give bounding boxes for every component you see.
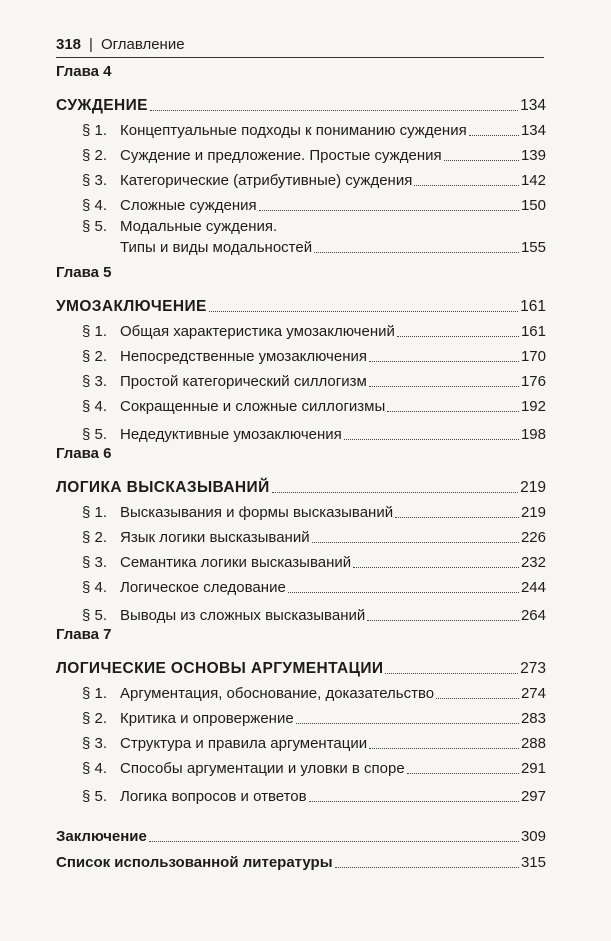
section-page: 150 xyxy=(520,197,546,214)
section-page: 288 xyxy=(520,735,546,752)
section-number: § 1. xyxy=(82,685,108,702)
section-row[interactable] xyxy=(56,316,546,341)
chapter-4 xyxy=(56,62,546,257)
dot-leader xyxy=(272,492,519,493)
chapter-5 xyxy=(56,263,546,444)
section-row[interactable] xyxy=(56,165,546,190)
section-row[interactable] xyxy=(56,728,546,753)
section-page: 264 xyxy=(520,607,546,624)
dot-leader xyxy=(469,135,519,136)
section-number: § 2. xyxy=(82,348,108,365)
dot-leader xyxy=(288,592,519,593)
chapter-page: 219 xyxy=(520,479,546,496)
section-row[interactable] xyxy=(56,572,546,597)
section-row[interactable] xyxy=(56,547,546,572)
section-page: 155 xyxy=(520,239,546,256)
section-number: § 5. xyxy=(82,426,108,443)
section-number: § 2. xyxy=(82,147,108,164)
section-row[interactable] xyxy=(56,778,546,806)
section-title: Типы и виды модальностей xyxy=(120,239,313,256)
section-title: Недедуктивные умозаключения xyxy=(120,426,342,443)
section-page: 176 xyxy=(520,373,546,390)
section-page: 291 xyxy=(520,760,546,777)
section-number: § 5. xyxy=(82,607,108,624)
section-number: § 5. xyxy=(82,218,108,235)
section-page: 170 xyxy=(520,348,546,365)
dot-leader xyxy=(407,773,519,774)
section-number: § 3. xyxy=(82,735,108,752)
dot-leader xyxy=(387,411,519,412)
chapter-page: 273 xyxy=(520,660,546,677)
section-title: Простой категорический силлогизм xyxy=(120,373,367,390)
section-number: § 2. xyxy=(82,529,108,546)
section-title: Сокращенные и сложные силлогизмы xyxy=(120,398,386,415)
section-page: 244 xyxy=(520,579,546,596)
bibliography-row[interactable] xyxy=(56,846,546,872)
section-number: § 1. xyxy=(82,122,108,139)
section-number: § 4. xyxy=(82,197,108,214)
chapter-7 xyxy=(56,625,546,806)
dot-leader xyxy=(314,252,519,253)
running-header xyxy=(56,36,544,58)
section-title: Аргументация, обоснование, доказательство xyxy=(120,685,435,702)
chapter-title-row[interactable] xyxy=(56,282,546,316)
section-row[interactable] xyxy=(56,497,546,522)
chapter-label: Глава 6 xyxy=(56,445,112,462)
dot-leader xyxy=(436,698,519,699)
section-page: 283 xyxy=(520,710,546,727)
table-of-contents xyxy=(56,62,546,872)
section-row-multiline[interactable] xyxy=(56,217,546,257)
section-row[interactable] xyxy=(56,597,546,625)
section-page: 142 xyxy=(520,172,546,189)
section-row[interactable] xyxy=(56,366,546,391)
section-title: Семантика логики высказываний xyxy=(120,554,352,571)
dot-leader xyxy=(353,567,519,568)
section-title: Концептуальные подходы к пониманию суждения xyxy=(120,122,467,139)
chapter-label: Глава 4 xyxy=(56,63,112,80)
page-number: 318 xyxy=(56,36,82,53)
section-row[interactable] xyxy=(56,140,546,165)
section-title: Способы аргументации и уловки в споре xyxy=(120,760,405,777)
section-row[interactable] xyxy=(56,416,546,444)
chapter-page: 134 xyxy=(520,97,546,114)
section-title: Выводы из сложных высказываний xyxy=(120,607,366,624)
section-title: Критика и опровержение xyxy=(120,710,294,727)
section-number: § 3. xyxy=(82,172,108,189)
dot-leader xyxy=(369,748,519,749)
chapter-title: ЛОГИЧЕСКИЕ ОСНОВЫ АРГУМЕНТАЦИИ xyxy=(56,660,384,677)
section-row[interactable] xyxy=(56,190,546,215)
section-number: § 1. xyxy=(82,504,108,521)
dot-leader xyxy=(312,542,519,543)
dot-leader xyxy=(335,867,519,868)
dot-leader xyxy=(344,439,519,440)
chapter-6 xyxy=(56,444,546,625)
section-page: 139 xyxy=(520,147,546,164)
section-page: 161 xyxy=(520,323,546,340)
section-title-line1: Модальные суждения. xyxy=(120,218,278,235)
section-page: 226 xyxy=(520,529,546,546)
conclusion-row[interactable] xyxy=(56,806,546,846)
chapter-title: УМОЗАКЛЮЧЕНИЕ xyxy=(56,298,207,315)
dot-leader xyxy=(309,801,519,802)
dot-leader xyxy=(414,185,519,186)
section-number: § 5. xyxy=(82,788,108,805)
chapter-label: Глава 5 xyxy=(56,264,112,281)
chapter-title-row[interactable] xyxy=(56,463,546,497)
dot-leader xyxy=(397,336,519,337)
conclusion-page: 309 xyxy=(520,828,546,845)
section-row[interactable] xyxy=(56,703,546,728)
section-title: Язык логики высказываний xyxy=(120,529,310,546)
chapter-title-row[interactable] xyxy=(56,81,546,115)
chapter-title: ЛОГИКА ВЫСКАЗЫВАНИЙ xyxy=(56,479,270,496)
dot-leader xyxy=(385,673,518,674)
dot-leader xyxy=(259,210,519,211)
section-title: Суждение и предложение. Простые суждения xyxy=(120,147,442,164)
section-number: § 3. xyxy=(82,554,108,571)
section-title: Структура и правила аргументации xyxy=(120,735,368,752)
bibliography-title: Список использованной литературы xyxy=(56,854,333,871)
section-title: Высказывания и формы высказываний xyxy=(120,504,394,521)
section-page: 297 xyxy=(520,788,546,805)
dot-leader xyxy=(296,723,519,724)
section-number: § 3. xyxy=(82,373,108,390)
chapter-page: 161 xyxy=(520,298,546,315)
section-row[interactable] xyxy=(56,678,546,703)
section-row[interactable] xyxy=(56,341,546,366)
section-number: § 4. xyxy=(82,760,108,777)
section-page: 232 xyxy=(520,554,546,571)
section-title: Категорические (атрибутивные) суждения xyxy=(120,172,413,189)
section-number: § 1. xyxy=(82,323,108,340)
section-title: Общая характеристика умозаключений xyxy=(120,323,395,340)
dot-leader xyxy=(369,386,519,387)
running-title: Оглавление xyxy=(100,36,185,53)
section-number: § 4. xyxy=(82,398,108,415)
dot-leader xyxy=(209,311,518,312)
section-row[interactable] xyxy=(56,753,546,778)
dot-leader xyxy=(149,841,519,842)
chapter-label: Глава 7 xyxy=(56,626,112,643)
dot-leader xyxy=(367,620,519,621)
section-title: Сложные суждения xyxy=(120,197,257,214)
conclusion-title: Заключение xyxy=(56,828,147,845)
section-row[interactable] xyxy=(56,522,546,547)
section-title: Непосредственные умозаключения xyxy=(120,348,368,365)
chapter-title: СУЖДЕНИЕ xyxy=(56,97,148,114)
dot-leader xyxy=(150,110,518,111)
section-row[interactable] xyxy=(56,115,546,140)
bibliography-page: 315 xyxy=(520,854,546,871)
section-page: 134 xyxy=(520,122,546,139)
header-separator: | xyxy=(89,36,93,53)
section-page: 274 xyxy=(520,685,546,702)
section-number: § 4. xyxy=(82,579,108,596)
chapter-title-row[interactable] xyxy=(56,644,546,678)
dot-leader xyxy=(369,361,519,362)
dot-leader xyxy=(444,160,519,161)
section-row[interactable] xyxy=(56,391,546,416)
section-number: § 2. xyxy=(82,710,108,727)
section-page: 192 xyxy=(520,398,546,415)
dot-leader xyxy=(395,517,519,518)
section-page: 219 xyxy=(520,504,546,521)
section-title: Логика вопросов и ответов xyxy=(120,788,307,805)
section-title: Логическое следование xyxy=(120,579,286,596)
section-page: 198 xyxy=(520,426,546,443)
